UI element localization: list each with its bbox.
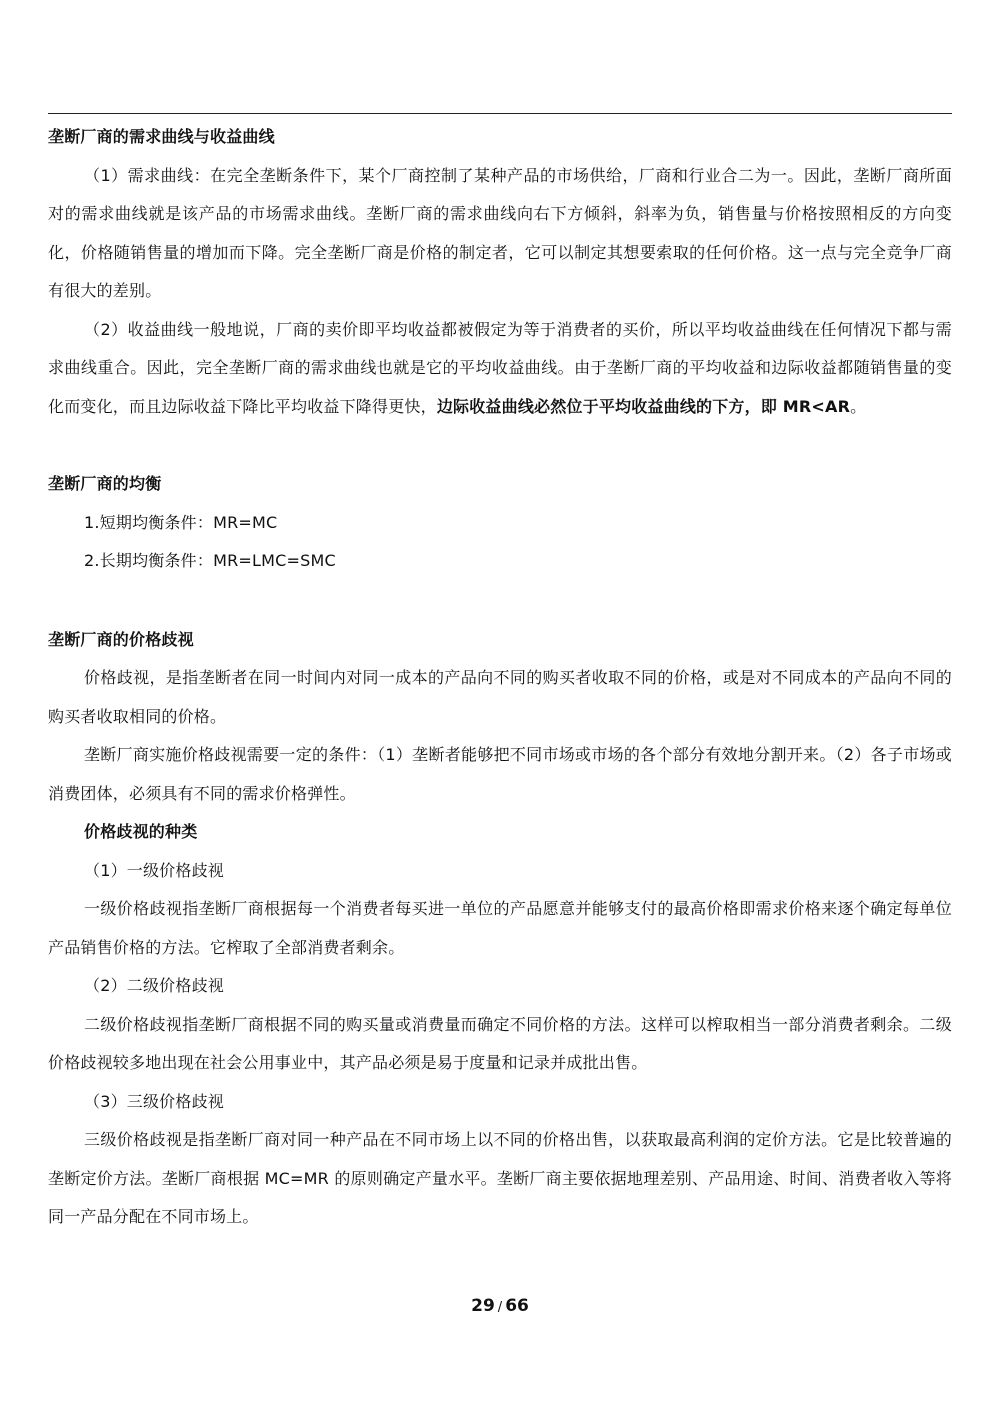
revenue-end-punct: 。 xyxy=(850,396,867,416)
second-degree-body: 二级价格歧视指垄断厂商根据不同的购买量或消费量而确定不同价格的方法。这样可以榨取相当一部分消费者剩余。二级价格歧视较多地出现在社会公用事业中，其产品必须是易于度量和记录并成批出售。 xyxy=(48,1014,952,1072)
header-rule xyxy=(48,113,952,114)
short-run-equilibrium-item: 1.短期均衡条件：MR=MC xyxy=(84,512,278,532)
long-run-equilibrium-item: 2.长期均衡条件：MR=LMC=SMC xyxy=(84,551,336,570)
section-title-price-discrimination: 垄断厂商的价格歧视 xyxy=(48,629,194,649)
subsection-title-types: 价格歧视的种类 xyxy=(84,822,198,841)
section-title-equilibrium: 垄断厂商的均衡 xyxy=(48,474,162,493)
third-degree-body: 三级价格歧视是指垄断厂商对同一种产品在不同市场上以不同的价格出售，以获取最高利润的定价方法。它是比较普遍的垄断定价方法。垄断厂商根据 MC=MR 的原则确定产量水平。垄断厂商主要依据地理差别、产品用途、时间、消费者收入等将同一产品分配在不同市场上。 xyxy=(48,1130,952,1226)
page-separator: / xyxy=(497,1300,503,1315)
first-degree-title: （1）一级价格歧视 xyxy=(84,860,224,880)
current-page: 29 xyxy=(471,1296,495,1316)
revenue-text: （2）收益曲线一般地说，厂商的卖价即平均收益都被假定为等于消费者的买价，所以平均收益曲线在任何情况下都与需求曲线重合。因此，完全垄断厂商的需求曲线也就是它的平均收益曲线。由于垄断厂商的平均收益和边际收益都随销售量的变化而变化，而且边际收益下降比平均收益下降得更快， xyxy=(48,319,952,416)
page-number xyxy=(0,1296,1000,1316)
total-pages: 66 xyxy=(505,1296,529,1316)
revenue-bold-conclusion: 边际收益曲线必然位于平均收益曲线的下方，即 MR<AR xyxy=(436,396,851,416)
document-page xyxy=(48,118,952,1237)
second-degree-title: （2）二级价格歧视 xyxy=(84,976,224,995)
third-degree-title: （3）三级价格歧视 xyxy=(84,1091,224,1111)
first-degree-body: 一级价格歧视指垄断厂商根据每一个消费者每买进一单位的产品愿意并能够支付的最高价格即需求价格来逐个确定每单位产品销售价格的方法。它榨取了全部消费者剩余。 xyxy=(48,899,952,957)
paragraph-price-discrimination-definition: 价格歧视，是指垄断者在同一时间内对同一成本的产品向不同的购买者收取不同的价格，或是对不同成本的产品向不同的购买者收取相同的价格。 xyxy=(48,668,952,726)
paragraph-price-discrimination-conditions: 垄断厂商实施价格歧视需要一定的条件：（1）垄断者能够把不同市场或市场的各个部分有效地分割开来。（2）各子市场或消费团体，必须具有不同的需求价格弹性。 xyxy=(48,745,952,803)
paragraph-revenue-curve xyxy=(48,311,952,427)
paragraph-demand-curve: （1）需求曲线：在完全垄断条件下，某个厂商控制了某种产品的市场供给，厂商和行业合二为一。因此，垄断厂商所面对的需求曲线就是该产品的市场需求曲线。垄断厂商的需求曲线向右下方倾斜，斜率为负，销售量与价格按照相反的方向变化，价格随销售量的增加而下降。完全垄断厂商是价格的制定者，它可以制定其想要索取的任何价格。这一点与完全竞争厂商有很大的差别。 xyxy=(48,165,952,300)
section-title-demand-revenue: 垄断厂商的需求曲线与收益曲线 xyxy=(48,127,275,146)
